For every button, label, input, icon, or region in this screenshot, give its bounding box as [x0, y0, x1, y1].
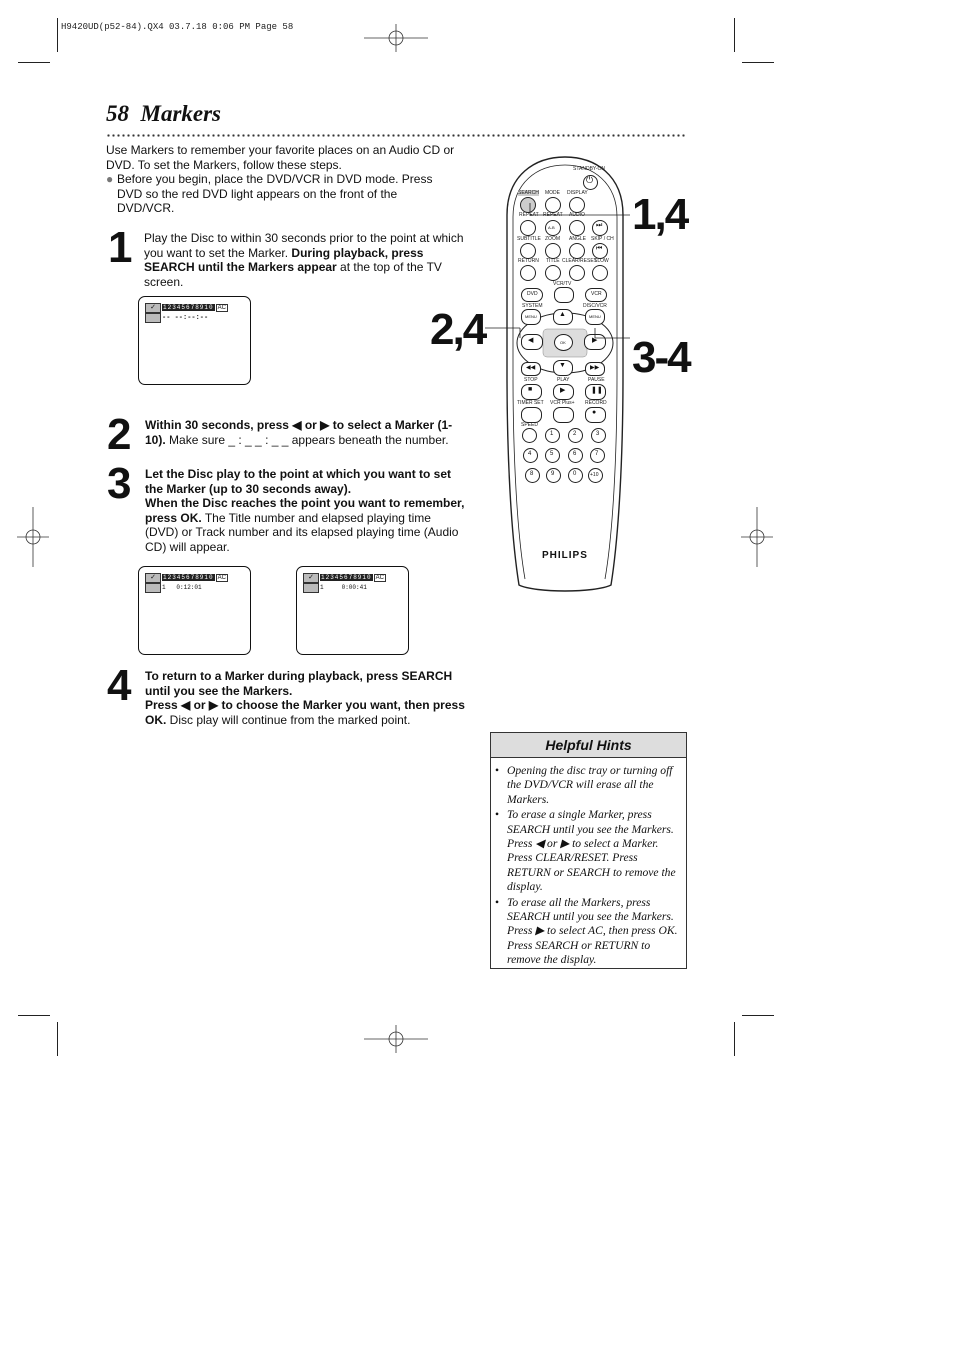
title-icon: [145, 313, 161, 323]
marker-numbers: 12345678910: [321, 574, 372, 581]
arrow-right-icon: ▶: [592, 337, 598, 344]
crop-mark: [18, 62, 50, 63]
digit-label: 7: [595, 451, 599, 457]
digit-label: +10: [590, 472, 599, 478]
remote-label: ZOOM: [545, 236, 560, 242]
remote-label: CLEAR/RESET: [562, 258, 597, 264]
checkmark-icon: ✓: [145, 573, 161, 583]
digit-button[interactable]: [588, 468, 603, 483]
step-1-text: [144, 231, 466, 289]
marker-time-row: [145, 314, 208, 321]
checkmark-icon: ✓: [145, 303, 161, 313]
remote-label: A-B: [548, 225, 555, 230]
ac-label: AC: [217, 574, 226, 581]
fast-forward-icon: ▶▶: [590, 365, 600, 371]
step-number: 2: [107, 410, 130, 459]
callout-3-4: 3-4: [632, 333, 690, 382]
remote-label: TITLE: [546, 258, 560, 264]
step-text: Disc play will continue from the marked point.: [166, 712, 411, 727]
remote-label: SUBTITLE: [517, 236, 541, 242]
rewind-icon: ◀◀: [526, 365, 536, 371]
remote-label: AUDIO: [569, 212, 585, 218]
brand-logo: PHILIPS: [542, 550, 588, 561]
tv-screen-markers: [138, 296, 251, 385]
step-number: 4: [107, 661, 130, 710]
remote-label: STANDBY-ON: [573, 166, 605, 172]
remote-label: DISPLAY: [567, 190, 588, 196]
tv-screen-marker-track: [296, 566, 409, 655]
callout-2-4: 2,4: [430, 305, 486, 354]
step-text: The Title number and elapsed playing time (DVD) or Track number and its elapsed playing time (Audio CD) will appear.: [145, 510, 459, 554]
page-number: 58: [106, 101, 129, 126]
hints-heading: Helpful Hints: [491, 733, 686, 758]
play-icon: ▶: [560, 387, 566, 394]
step-bold: Press ◀ or ▶ to choose the Marker you want, then press OK.: [145, 698, 465, 727]
step-number: 3: [107, 459, 130, 508]
step-bold: Let the Disc play to the point at which you want to set the Marker (up to 30 seconds away).: [145, 467, 452, 496]
digit-label: 4: [528, 451, 532, 457]
crop-mark: [742, 1015, 774, 1016]
stop-button[interactable]: [521, 384, 542, 400]
arrow-up-icon: ▲: [559, 311, 566, 318]
remote-label: DISC/VCR: [583, 303, 607, 309]
step-bold: To return to a Marker during playback, press SEARCH until you see the Markers.: [145, 669, 453, 698]
helpful-hints-box: [490, 732, 687, 969]
hints-list: [491, 758, 686, 968]
remote-label: TIMER SET: [517, 400, 544, 406]
step-number: 1: [108, 223, 131, 272]
digit-button[interactable]: [546, 468, 561, 483]
digit-button[interactable]: [568, 448, 583, 463]
track-icon: [303, 583, 319, 593]
remote-label: VCR: [591, 291, 602, 297]
hint-item: • To erase all the Markers, press SEARCH until you see the Markers. Press ▶ to select AC, then press OK. Press SEARCH or RETURN to remove the display.: [507, 896, 678, 968]
step-bold: During playback, press SEARCH until the Markers appear: [144, 245, 424, 275]
step-bold: Within 30 seconds, press ◀ or ▶ to select a Marker (1-10).: [145, 418, 453, 447]
registration-mark: [364, 22, 428, 54]
step-3-text: [145, 467, 467, 555]
remote-label: STOP: [524, 377, 538, 383]
crop-mark: [734, 18, 735, 52]
intro-paragraph: [106, 143, 456, 216]
remote-label: SLOW: [594, 258, 609, 264]
marker-bar: [303, 574, 386, 581]
record-icon: ●: [592, 409, 597, 416]
digit-label: 9: [551, 471, 555, 477]
bullet-icon: ●: [106, 172, 114, 187]
power-icon: ⏻: [586, 175, 594, 185]
remote-label: REPEAT: [519, 212, 539, 218]
page-heading: Markers: [140, 101, 222, 126]
intro-bullet: Before you begin, place the DVD/VCR in DVD mode. Press DVD so the red DVD light appears on the front of the DVD/VCR.: [117, 172, 433, 216]
remote-label: PLAY: [557, 377, 570, 383]
step-2-text: [145, 418, 467, 447]
ac-label: AC: [217, 304, 226, 311]
digit-label: 2: [573, 431, 577, 437]
remote-label: PAUSE: [588, 377, 605, 383]
digit-button[interactable]: [590, 448, 605, 463]
registration-mark: [741, 507, 773, 567]
digit-button[interactable]: [568, 428, 583, 443]
remote-label: DVD: [527, 291, 538, 297]
registration-mark: [364, 1023, 428, 1055]
step-text: at the top of the TV screen.: [144, 260, 442, 289]
step-text: Make sure _ : _ _ : _ _ appears beneath the number.: [165, 432, 449, 447]
marker-time-row: [145, 584, 202, 591]
standby-button[interactable]: [583, 175, 598, 190]
step-bold: When the Disc reaches the point you want to remember, press OK.: [145, 496, 465, 525]
tv-screen-marker-set: [138, 566, 251, 655]
remote-label: RECORD: [585, 400, 607, 406]
digit-label: 5: [550, 451, 554, 457]
digit-label: 0: [573, 471, 577, 477]
play-button[interactable]: [553, 384, 574, 400]
arrow-left-icon: ◀: [528, 337, 534, 344]
remote-label: MODE: [545, 190, 560, 196]
crop-mark: [734, 1022, 735, 1056]
callout-1-4: 1,4: [632, 190, 688, 239]
remote-label: VCR/TV: [553, 281, 572, 287]
remote-label: VCR Plus+: [550, 400, 575, 406]
marker-time: -- --:--:--: [162, 313, 209, 322]
digit-button[interactable]: [525, 468, 540, 483]
crop-mark: [742, 62, 774, 63]
skip-forward-icon: ⏭: [596, 222, 603, 229]
pause-button[interactable]: [585, 384, 606, 400]
callout-leaders: [485, 195, 645, 370]
arrow-down-icon: ▼: [559, 362, 566, 369]
remote-label: SEARCH: [518, 190, 539, 196]
record-button[interactable]: [585, 407, 606, 423]
hint-item: • To erase a single Marker, press SEARCH until you see the Markers. Press ◀ or ▶ to select a Marker. Press CLEAR/RESET. Press RETURN or SEARCH to remove the display.: [507, 808, 678, 894]
marker-bar: [145, 574, 228, 581]
digit-button[interactable]: [545, 428, 560, 443]
checkmark-icon: ✓: [303, 573, 319, 583]
registration-mark: [17, 507, 49, 567]
speed-button[interactable]: [522, 428, 537, 443]
remote-label: SPEED: [521, 422, 538, 428]
marker-time: 1 0:12:01: [162, 584, 202, 591]
step-4-text: [145, 669, 467, 727]
remote-label: OK: [560, 340, 566, 345]
step-text: Play the Disc to within 30 seconds prior to the point at which you want to set the Marker.: [144, 231, 464, 260]
digit-button[interactable]: [545, 448, 560, 463]
remote-label: MENU: [525, 314, 537, 319]
print-slug: H9420UD(p52-84).QX4 03.7.18 0:06 PM Page 58: [61, 22, 294, 32]
marker-time: 1 0:00:41: [320, 584, 367, 591]
vcr-plus-button[interactable]: [553, 407, 574, 423]
pause-icon: ❚❚: [591, 387, 603, 394]
remote-label: SYSTEM: [522, 303, 543, 309]
digit-label: 3: [596, 431, 600, 437]
digit-label: 1: [550, 431, 554, 437]
digit-label: 8: [530, 471, 534, 477]
crop-mark: [57, 18, 58, 52]
remote-label: ANGLE: [569, 236, 586, 242]
crop-mark: [57, 1022, 58, 1056]
remote-label: SKIP / CH: [591, 236, 614, 242]
dotted-rule: [106, 134, 686, 137]
digit-label: 6: [573, 451, 577, 457]
timer-set-button[interactable]: [521, 407, 542, 423]
marker-numbers: 12345678910: [163, 304, 214, 311]
digit-button[interactable]: [523, 448, 538, 463]
marker-numbers: 12345678910: [163, 574, 214, 581]
digit-button[interactable]: [568, 468, 583, 483]
remote-label: RETURN: [518, 258, 539, 264]
stop-icon: ■: [528, 386, 533, 393]
marker-time-row: [303, 584, 367, 591]
ac-label: AC: [375, 574, 384, 581]
remote-label: MENU: [589, 314, 601, 319]
title-icon: [145, 583, 161, 593]
remote-label: REPEAT: [543, 212, 563, 218]
marker-bar: [145, 304, 228, 311]
page-title: [106, 101, 221, 127]
hint-item: • Opening the disc tray or turning off the DVD/VCR will erase all the Markers.: [507, 764, 678, 807]
digit-button[interactable]: [591, 428, 606, 443]
skip-back-icon: ⏮: [596, 245, 603, 252]
crop-mark: [18, 1015, 50, 1016]
intro-text: Use Markers to remember your favorite places on an Audio CD or DVD. To set the Markers, follow these steps.: [106, 143, 455, 172]
